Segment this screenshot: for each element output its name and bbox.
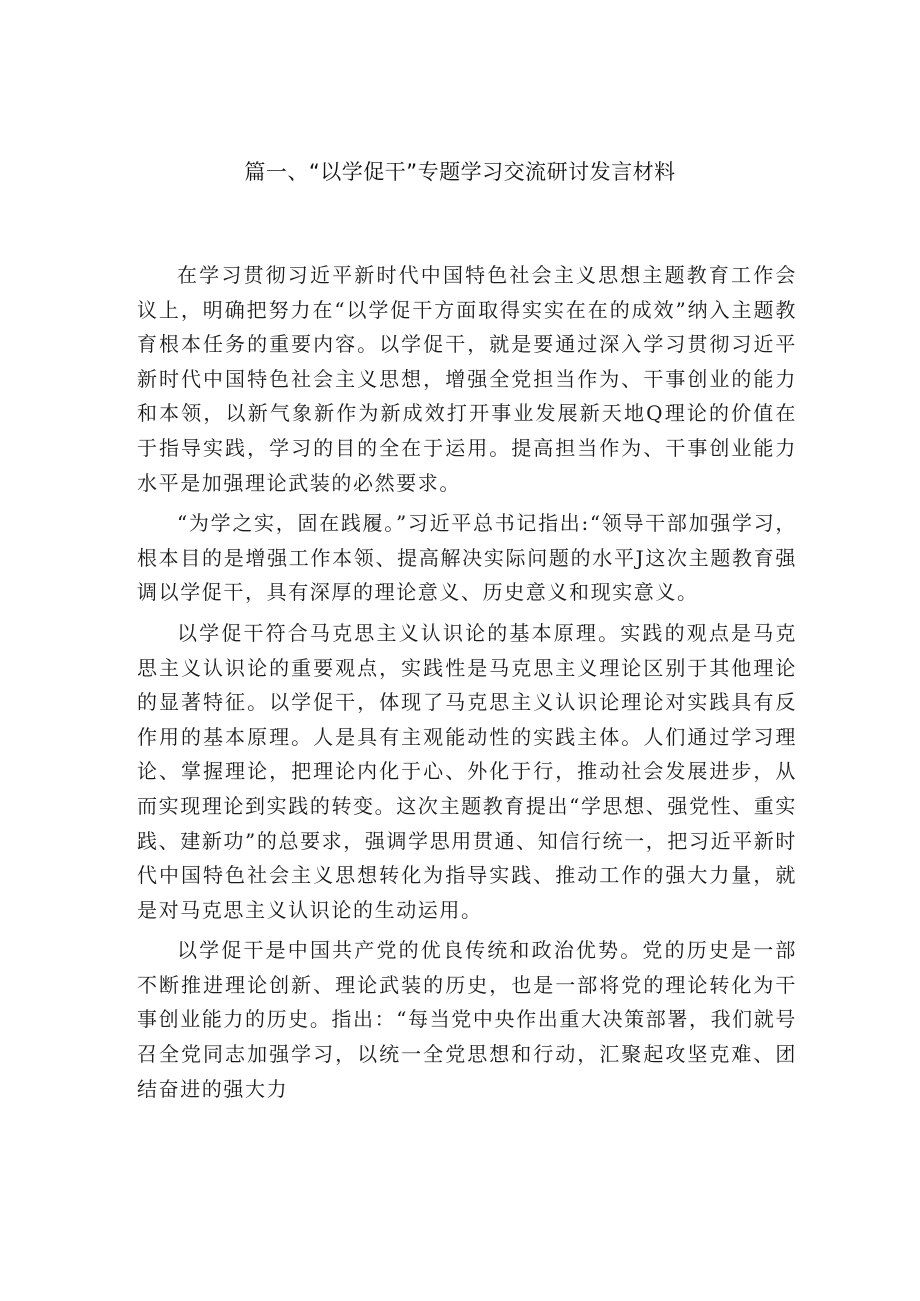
document-title: 篇一、“以学促干”专题学习交流研讨发言材料	[244, 160, 676, 184]
document-body	[137, 258, 797, 1106]
paragraph-3: 以学促干符合马克思主义认识论的基本原理。实践的观点是马克思主义认识论的重要观点，实践性是马克思主义理论区别于其他理论的显著特征。以学促干，体现了马克思主义认识论理论对实践具有反作用的基本原理。人是具有主观能动性的实践主体。人们通过学习理论、掌握理论，把理论内化于心、外化于行，推动社会发展进步，从而实现理论到实践的转变。这次主题教育提出“学思想、强党性、重实践、建新功”的总要求，强调学思用贯通、知信行统一，把习近平新时代中国特色社会主义思想转化为指导实践、推动工作的强大力量，就是对马克思主义认识论的生动运用。	[137, 620, 797, 922]
paragraph-2: “为学之实，固在践履。”习近平总书记指出:“领导干部加强学习，根本目的是增强工作本领、提高解决实际问题的水平J这次主题教育强调以学促干，具有深厚的理论意义、历史意义和现实意义。	[137, 511, 797, 605]
paragraph-4: 以学促干是中国共产党的优良传统和政治优势。党的历史是一部不断推进理论创新、理论武装的历史，也是一部将党的理论转化为干事创业能力的历史。指出：“每当党中央作出重大决策部署，我们就号召全党同志加强学习，以统一全党思想和行动，汇聚起攻坚克难、团结奋进的强大力	[137, 938, 797, 1101]
paragraph-1: 在学习贯彻习近平新时代中国特色社会主义思想主题教育工作会议上，明确把努力在“以学促干方面取得实实在在的成效”纳入主题教育根本任务的重要内容。以学促干，就是要通过深入学习贯彻习近平新时代中国特色社会主义思想，增强全党担当作为、干事创业的能力和本领，以新气象新作为新成效打开事业发展新天地Q理论的价值在于指导实践，学习的目的全在于运用。提高担当作为、干事创业能力水平是加强理论武装的必然要求。	[137, 263, 797, 495]
